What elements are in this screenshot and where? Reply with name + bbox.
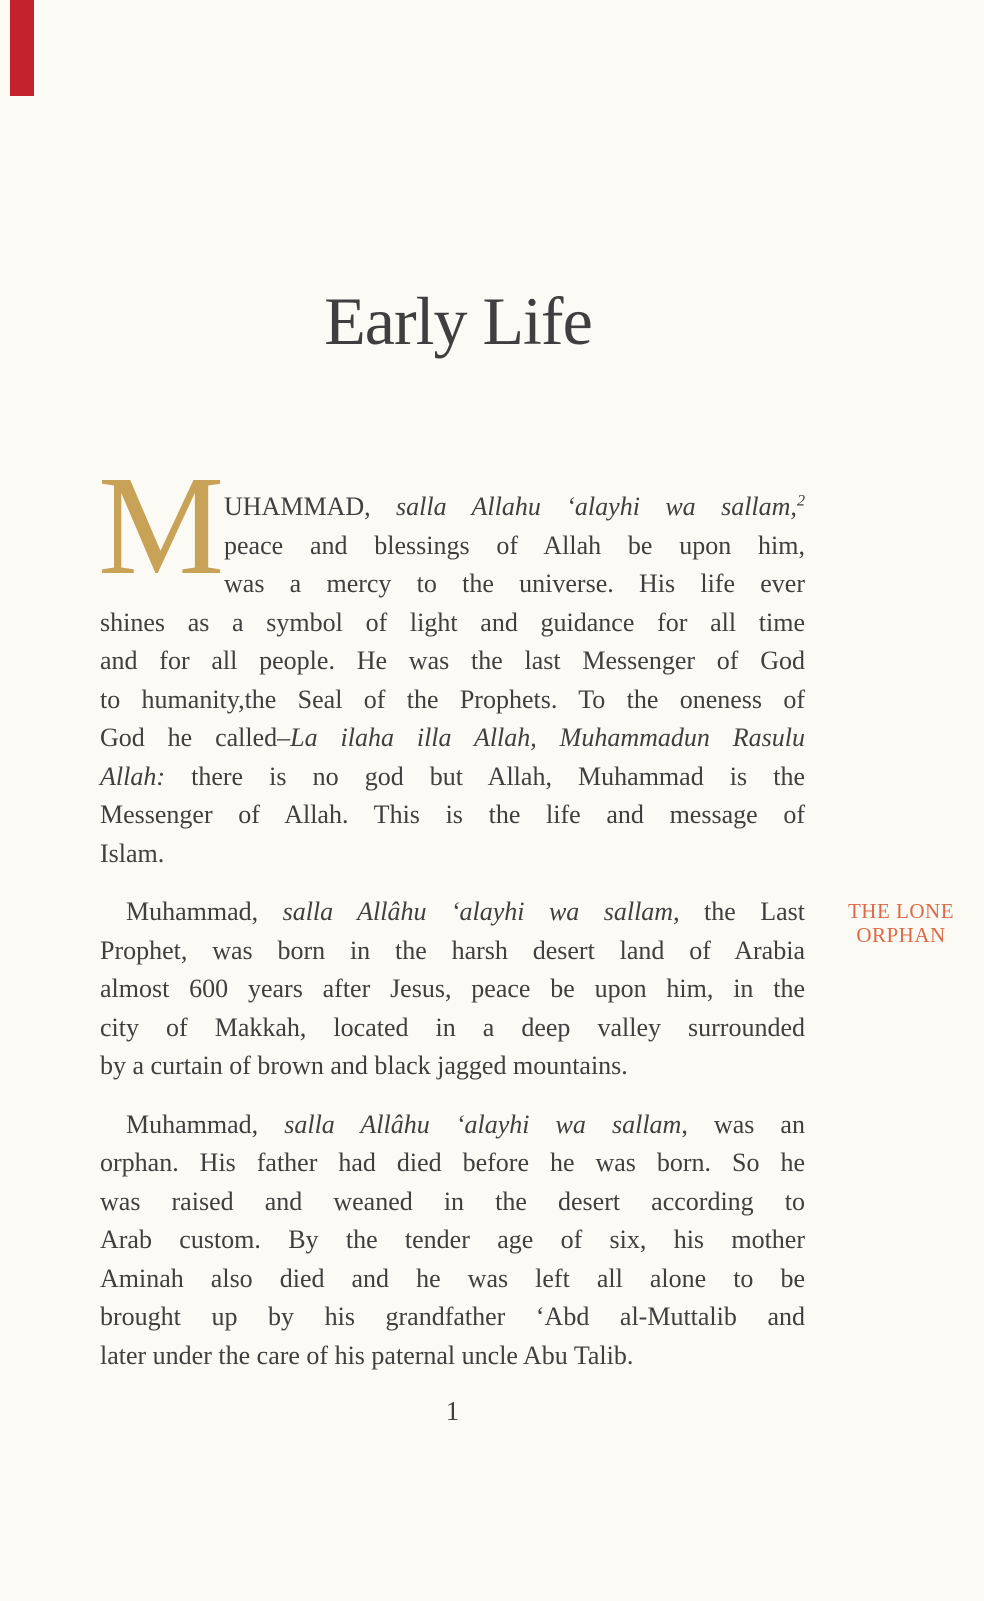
paragraph-list (98, 446, 805, 1375)
text-segment: Islam. (100, 838, 165, 868)
text-segment: God he called– (100, 723, 291, 752)
text-segment: , the Last (673, 897, 805, 926)
text-segment: Muhammad, (126, 897, 283, 926)
text-segment: later under the care of his paternal uncle Abu Talib. (100, 1340, 634, 1370)
text-line (100, 893, 805, 932)
text-line (100, 1298, 805, 1337)
text-line (100, 1009, 805, 1048)
text-segment: almost 600 years after Jesus, peace be upon him, in the (100, 974, 805, 1003)
text-line (100, 1144, 805, 1183)
text-line (224, 565, 805, 604)
text-line (100, 1221, 805, 1260)
text-segment: UHAMMAD, (224, 492, 397, 521)
text-line (100, 681, 805, 720)
drop-cap-letter: M (98, 446, 225, 604)
paragraph (98, 446, 805, 873)
red-bookmark-mark (10, 0, 34, 96)
chapter-title: Early Life (324, 283, 592, 359)
text-segment: brought up by his grandfather ‘Abd al-Muttalib and (100, 1302, 805, 1331)
text-segment: La ilaha illa Allah, Muhammadun Rasulu (290, 723, 805, 752)
text-line (100, 1106, 805, 1145)
text-line (100, 1260, 805, 1299)
text-segment: was raised and weaned in the desert according to (100, 1186, 805, 1216)
text-line (100, 796, 805, 835)
text-line (100, 604, 805, 643)
text-segment: peace and blessings of Allah be upon him, (224, 530, 805, 560)
text-line (100, 719, 805, 758)
text-line (224, 488, 805, 527)
text-segment: salla Allâhu ‘alayhi wa sallam (284, 1109, 682, 1139)
text-segment: salla Allahu ‘alayhi wa sallam, (396, 492, 797, 521)
text-line (100, 932, 805, 971)
text-line (100, 970, 805, 1009)
footnote-marker: 2 (796, 492, 805, 510)
text-segment: was a mercy to the universe. His life ever (224, 569, 805, 598)
text-segment: Messenger of Allah. This is the life and message of (100, 800, 805, 829)
text-segment: and for all people. He was the last Messenger of God (100, 646, 805, 675)
text-segment: Allah: (100, 761, 192, 791)
text-segment: to humanity,the Seal of the Prophets. To the oneness of (100, 684, 805, 714)
margin-note (843, 899, 959, 947)
text-segment: , was an (681, 1109, 805, 1139)
text-line (100, 1337, 805, 1376)
margin-note-line: THE LONE (847, 899, 955, 923)
paragraph (100, 1106, 805, 1376)
text-segment: Prophet, was born in the harsh desert land of Arabia (100, 935, 805, 965)
text-segment: orphan. His father had died before he was born. So he (100, 1148, 805, 1177)
text-segment: shines as a symbol of light and guidance for all time (100, 607, 805, 637)
text-line (100, 1183, 805, 1222)
text-line (100, 642, 805, 681)
text-segment: city of Makkah, located in a deep valley surrounded (100, 1012, 805, 1042)
paragraph (100, 893, 805, 1086)
text-line (100, 1047, 805, 1086)
page-number: 1 (445, 1396, 460, 1426)
text-segment: salla Allâhu ‘alayhi wa sallam (282, 897, 674, 926)
text-segment: Aminah also died and he was left all alone to be (100, 1263, 805, 1293)
text-segment: Muhammad, (126, 1109, 285, 1139)
text-line (100, 835, 805, 874)
text-segment: Arab custom. By the tender age of six, his mother (100, 1225, 805, 1254)
text-segment: by a curtain of brown and black jagged mountains. (100, 1051, 628, 1080)
margin-note-line: ORPHAN (856, 923, 946, 947)
text-segment: there is no god but Allah, Muhammad is the (191, 761, 805, 791)
text-line (100, 758, 805, 797)
text-line (224, 527, 805, 566)
